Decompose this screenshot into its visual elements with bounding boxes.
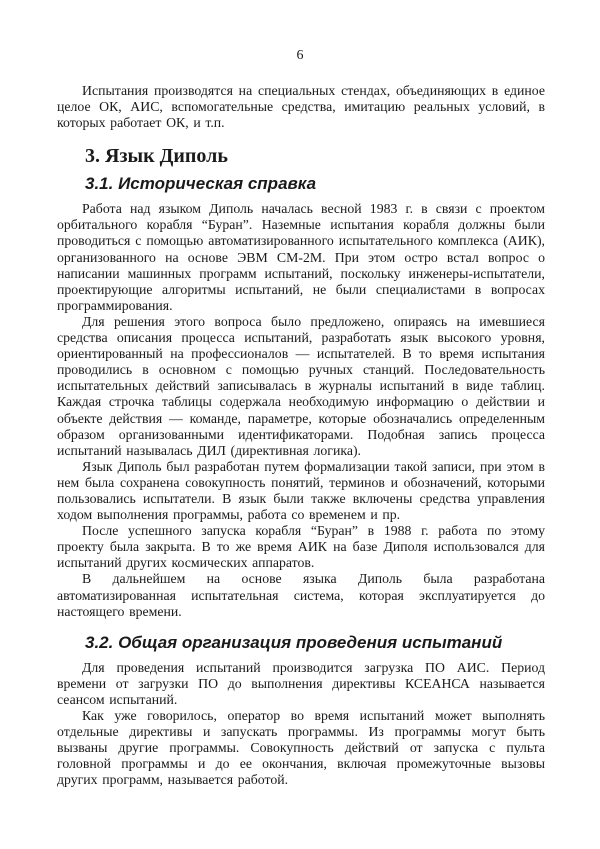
history-paragraph-2: Для решения этого вопроса было предложено, опираясь на имевшиеся средства описания процесса испытаний, разработать язык высокого уровня, ориентированный на профессионалов — испытателей. В то время испытания проводились в основном с помощью ручных станций. Последовательность испытательных действий записывалась в журналы испытаний в виде таблиц. Каждая строчка таблицы содержала необходимую информацию о действии и объекте действия — команде, параметре, которые обозначались определенным образом организованными идентификаторами. Подобная запись процесса испытаний называлась ДИЛ (директивная логика). bbox=[57, 313, 545, 458]
organization-paragraph-2: Как уже говорилось, оператор во время испытаний может выполнять отдельные директивы и запускать программы. Из программы могут быть вызваны другие программы. Совокупность действий от запуска с пульта головной программы и до ее окончания, включая промежуточные вызовы других программ, называется работой. bbox=[57, 708, 545, 788]
history-paragraph-3: Язык Диполь был разработан путем формализации такой записи, при этом в нем была сохранена совокупность понятий, терминов и обозначений, которыми пользовались испытатели. В язык были также включены средства управления ходом выполнения программы, работа со временем и пр. bbox=[57, 458, 545, 523]
history-paragraph-5: В дальнейшем на основе языка Диполь была разработана автоматизированная испытательная система, которая эксплуатируется до настоящего времени. bbox=[57, 571, 545, 619]
history-paragraph-1: Работа над языком Диполь началась весной 1983 г. в связи с проектом орбитального корабля “Буран”. Наземные испытания корабля должны были проводиться с помощью автоматизированного испытательного комплекса (АИК), организованного на основе ЭВМ СМ-2М. При этом остро встал вопрос о написании машинных программ испытаний, поскольку инженеры-испытатели, проектирующие алгоритмы испытаний, не были специалистами в вопросах программирования. bbox=[57, 201, 545, 313]
document-content bbox=[57, 83, 545, 788]
intro-paragraph: Испытания производятся на специальных стендах, объединяющих в единое целое ОК, АИС, вспомогательные средства, имитацию реальных условий, в которых работает ОК, и т.п. bbox=[57, 83, 545, 131]
subsection-3-1-heading: 3.1. Историческая справка bbox=[85, 174, 317, 194]
page-number: 6 bbox=[296, 48, 304, 63]
organization-paragraph-1: Для проведения испытаний производится загрузка ПО АИС. Период времени от загрузки ПО до выполнения директивы КСЕАНСА называется сеансом испытаний. bbox=[57, 659, 545, 707]
subsection-3-2-heading: 3.2. Общая организация проведения испытаний bbox=[85, 632, 503, 652]
section-3-heading: 3. Язык Диполь bbox=[85, 145, 228, 168]
history-paragraph-4: После успешного запуска корабля “Буран” в 1988 г. работа по этому проекту была закрыта. В то же время АИК на базе Диполя использовался для испытаний других космических аппаратов. bbox=[57, 523, 545, 571]
